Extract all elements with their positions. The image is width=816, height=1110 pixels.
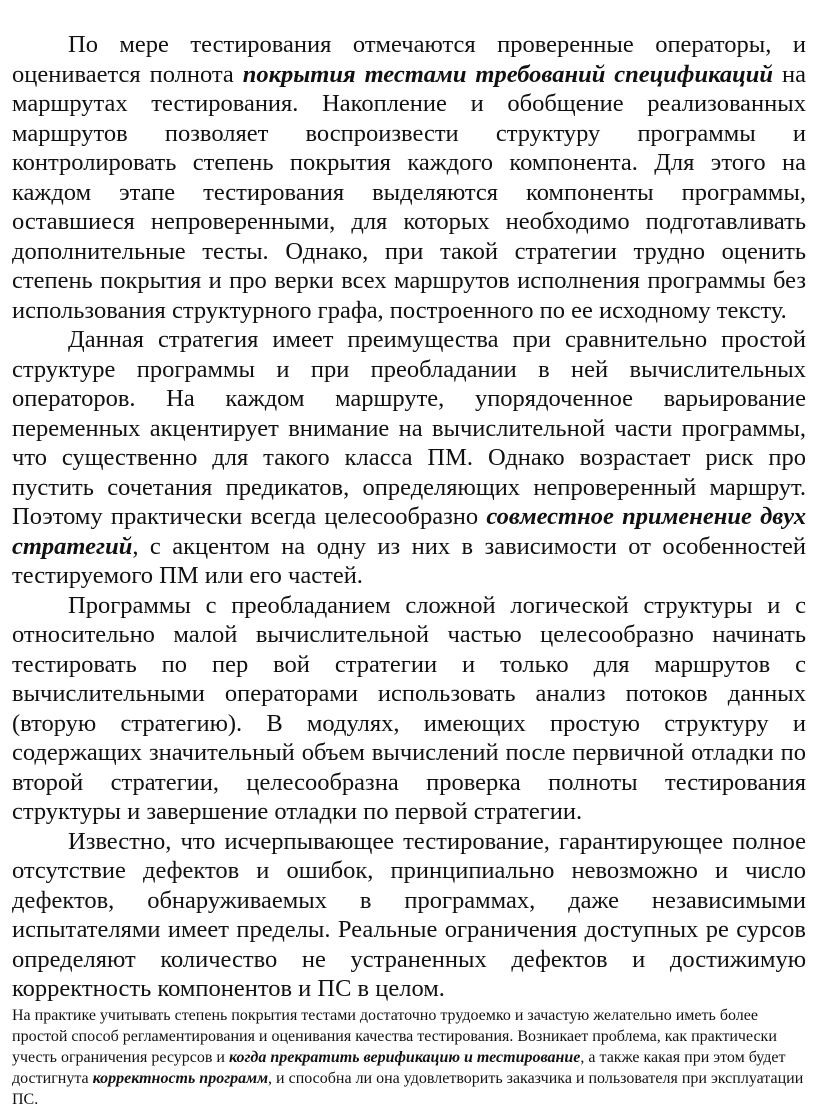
practice-note-text-b: , а также какая при этом будет достигнута bbox=[12, 1048, 786, 1087]
paragraph-coverage-text-b: на маршрутах тестирования. Накопление и обобщение реализованных маршрутов позволяет воспроизвести структуру программы и контролировать степень покрытия каждого компонента. Для этого на каждом этапе тестирования выделяются компоненты программы, оставшиеся непроверенными, для которых необходимо подготавливать дополнительные тесты. Однако, при такой стратегии трудно оценить степень покрытия и про верки всех маршрутов исполнения программы без использования структурного графа, построенного по ее исходному тексту. bbox=[12, 60, 806, 324]
practice-note-text-c: , и способна ли она удовлетворить заказчика и пользователя при эксплуатации ПС. bbox=[12, 1069, 804, 1108]
paragraph-programs: Программы с преобладанием сложной логической структуры и с относительно малой вычислительной частью целесообразно начинать тестировать по пер вой стратегии и только для маршрутов с вычислительными операторами использовать анализ потоков данных (вторую стратегию). В модулях, имеющих простую структуру и содержащих значительный объем вычислений после первичной отладки по второй стратегии, целесообразна проверка полноты тестирования структуры и завершение отладки по первой стратегии. bbox=[12, 591, 806, 825]
paragraph-strategy-text-b: , с акцентом на одну из них в зависимости от особенностей тестируемого ПМ или его частей. bbox=[12, 532, 806, 589]
paragraph-coverage-text-a: По мере тестирования отмечаются проверенные операторы, и оценивается полнота bbox=[12, 31, 806, 88]
emphasis-when-to-stop: когда прекратить верификацию и тестирование bbox=[228, 1048, 581, 1066]
paragraph-strategy-text-a: Данная стратегия имеет преимущества при сравнительно простой структуре программы и при преобладании в ней вычислительных операторов. На каждом маршруте, упорядоченное варьирование переменных акцентирует внимание на вычислительной части программы, что существенно для такого класса ПМ. Однако возрастает риск про пустить сочетания предикатов, определяющих непроверенный маршрут. Поэтому практически всегда целесообразно bbox=[12, 326, 806, 530]
emphasis-program-correctness: корректность программ bbox=[92, 1069, 269, 1087]
paragraph-coverage bbox=[12, 30, 806, 325]
paragraph-exhaustive-testing: Известно, что исчерпывающее тестирование, гарантирующее полное отсутствие дефектов и ошибок, принципиально невозможно и число дефектов, обнаруживаемых в программах, даже независимыми испытателями имеет пределы. Реальные ограничения доступных ре сурсов определяют количество не устраненных дефектов и достижимую корректность компонентов и ПС в целом. bbox=[12, 827, 806, 1002]
practice-note-text-a: На практике учитывать степень покрытия тестами достаточно трудоемко и зачастую желательно иметь более простой способ регламентирования и оценивания качества тестирования. Возникает проблема, как практически учесть ограничения ресурсов и bbox=[12, 1006, 777, 1066]
document-page bbox=[12, 30, 806, 1110]
emphasis-coverage-requirements: покрытия тестами требований спецификаций bbox=[242, 60, 774, 88]
practice-note bbox=[12, 1005, 806, 1110]
paragraph-strategy bbox=[12, 325, 806, 591]
emphasis-two-strategies: совместное применение двух стратегий bbox=[12, 503, 806, 560]
